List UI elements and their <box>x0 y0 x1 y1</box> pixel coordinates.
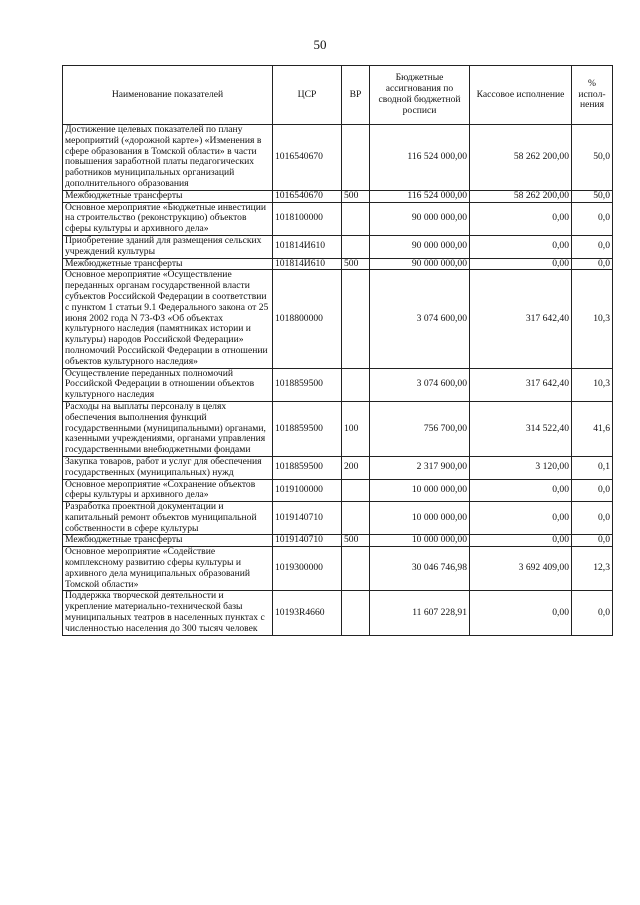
cell-csr: 1019140710 <box>273 535 342 547</box>
cell-vr: 500 <box>342 535 370 547</box>
cell-cash: 0,00 <box>470 235 572 258</box>
cell-cash: 3 692 409,00 <box>470 547 572 591</box>
cell-csr: 1018859500 <box>273 368 342 401</box>
cell-cash: 0,00 <box>470 535 572 547</box>
cell-budget: 756 700,00 <box>370 401 470 456</box>
cell-cash: 58 262 200,00 <box>470 190 572 202</box>
budget-execution-table <box>62 65 613 636</box>
cell-vr <box>342 502 370 535</box>
cell-name: Осуществление переданных полномочий Российской Федерации в отношении объектов культурного наследия <box>63 368 273 401</box>
table-row <box>63 535 613 547</box>
cell-pct: 10,3 <box>572 270 613 368</box>
cell-vr <box>342 202 370 235</box>
cell-budget: 10 000 000,00 <box>370 479 470 502</box>
table-row <box>63 202 613 235</box>
table-row <box>63 125 613 191</box>
cell-cash: 317 642,40 <box>470 368 572 401</box>
cell-pct: 41,6 <box>572 401 613 456</box>
table-row <box>63 502 613 535</box>
cell-pct: 0,0 <box>572 535 613 547</box>
table-row <box>63 547 613 591</box>
table-row <box>63 270 613 368</box>
header-budget: Бюджетные ассигнования по сводной бюджетной росписи <box>370 66 470 125</box>
table-row <box>63 401 613 456</box>
cell-pct: 0,0 <box>572 591 613 635</box>
header-pct: % испол-нения <box>572 66 613 125</box>
cell-pct: 0,0 <box>572 235 613 258</box>
cell-name: Приобретение зданий для размещения сельских учреждений культуры <box>63 235 273 258</box>
cell-csr: 1018859500 <box>273 456 342 479</box>
cell-pct: 0,0 <box>572 502 613 535</box>
cell-cash: 0,00 <box>470 502 572 535</box>
table-row <box>63 456 613 479</box>
cell-csr: 1019140710 <box>273 502 342 535</box>
cell-csr: 1019100000 <box>273 479 342 502</box>
cell-vr <box>342 125 370 191</box>
cell-pct: 0,0 <box>572 202 613 235</box>
cell-budget: 10 000 000,00 <box>370 535 470 547</box>
table-row <box>63 190 613 202</box>
header-vr: ВР <box>342 66 370 125</box>
cell-vr: 500 <box>342 190 370 202</box>
cell-csr: 1018859500 <box>273 401 342 456</box>
cell-cash: 317 642,40 <box>470 270 572 368</box>
table-header-row <box>63 66 613 125</box>
cell-cash: 0,00 <box>470 591 572 635</box>
cell-budget: 90 000 000,00 <box>370 202 470 235</box>
cell-cash: 58 262 200,00 <box>470 125 572 191</box>
cell-pct: 10,3 <box>572 368 613 401</box>
cell-name: Основное мероприятие «Бюджетные инвестиции на строительство (реконструкцию) объектов сферы культуры и архивного дела» <box>63 202 273 235</box>
cell-csr: 1016540670 <box>273 125 342 191</box>
cell-pct: 0,0 <box>572 258 613 270</box>
cell-pct: 12,3 <box>572 547 613 591</box>
cell-budget: 3 074 600,00 <box>370 270 470 368</box>
cell-cash: 0,00 <box>470 202 572 235</box>
cell-budget: 3 074 600,00 <box>370 368 470 401</box>
cell-name: Основное мероприятие «Содействие комплексному развитию сферы культуры и архивного дела муниципальных образований Томской области» <box>63 547 273 591</box>
cell-vr: 200 <box>342 456 370 479</box>
cell-cash: 0,00 <box>470 258 572 270</box>
cell-csr: 1016540670 <box>273 190 342 202</box>
cell-budget: 116 524 000,00 <box>370 125 470 191</box>
cell-cash: 3 120,00 <box>470 456 572 479</box>
cell-budget: 11 607 228,91 <box>370 591 470 635</box>
table-row <box>63 368 613 401</box>
cell-name: Закупка товаров, работ и услуг для обеспечения государственных (муниципальных) нужд <box>63 456 273 479</box>
cell-name: Межбюджетные трансферты <box>63 258 273 270</box>
table-body <box>63 125 613 636</box>
cell-name: Достижение целевых показателей по плану мероприятий («дорожной карте») «Изменения в сфере образования в Томской области» в части повышения заработной платы педагогических работников муниципальных организаций дополнительного образования <box>63 125 273 191</box>
cell-vr <box>342 547 370 591</box>
table-row <box>63 258 613 270</box>
cell-pct: 50,0 <box>572 190 613 202</box>
cell-pct: 0,1 <box>572 456 613 479</box>
cell-csr: 101814И610 <box>273 258 342 270</box>
cell-csr: 1019300000 <box>273 547 342 591</box>
cell-budget: 2 317 900,00 <box>370 456 470 479</box>
cell-budget: 90 000 000,00 <box>370 258 470 270</box>
cell-name: Межбюджетные трансферты <box>63 190 273 202</box>
cell-name: Межбюджетные трансферты <box>63 535 273 547</box>
cell-csr: 10193R4660 <box>273 591 342 635</box>
cell-vr <box>342 270 370 368</box>
cell-vr <box>342 479 370 502</box>
cell-vr <box>342 591 370 635</box>
cell-budget: 10 000 000,00 <box>370 502 470 535</box>
cell-name: Разработка проектной документации и капитальный ремонт объектов муниципальной собственности в сфере культуры <box>63 502 273 535</box>
cell-budget: 90 000 000,00 <box>370 235 470 258</box>
cell-vr: 100 <box>342 401 370 456</box>
cell-cash: 0,00 <box>470 479 572 502</box>
page-number: 50 <box>313 37 327 52</box>
cell-name: Поддержка творческой деятельности и укрепление материально-технической базы муниципальных театров в населенных пунктах с численностью населения до 300 тысяч человек <box>63 591 273 635</box>
table-row <box>63 235 613 258</box>
cell-name: Основное мероприятие «Сохранение объектов сферы культуры и архивного дела» <box>63 479 273 502</box>
table-row <box>63 479 613 502</box>
cell-csr: 101814И610 <box>273 235 342 258</box>
header-cash: Кассовое исполнение <box>470 66 572 125</box>
cell-csr: 1018800000 <box>273 270 342 368</box>
table-row <box>63 591 613 635</box>
cell-budget: 116 524 000,00 <box>370 190 470 202</box>
header-csr: ЦСР <box>273 66 342 125</box>
cell-name: Расходы на выплаты персоналу в целях обеспечения выполнения функций государственными (муниципальными) органами, казенными учреждениями, органами управления государственными внебюджетными фондами <box>63 401 273 456</box>
cell-pct: 50,0 <box>572 125 613 191</box>
cell-vr <box>342 235 370 258</box>
cell-vr: 500 <box>342 258 370 270</box>
cell-pct: 0,0 <box>572 479 613 502</box>
cell-csr: 1018100000 <box>273 202 342 235</box>
cell-vr <box>342 368 370 401</box>
cell-budget: 30 046 746,98 <box>370 547 470 591</box>
header-name: Наименование показателей <box>63 66 273 125</box>
cell-name: Основное мероприятие «Осуществление переданных органам государственной власти субъектов Российской Федерации в соответствии с пунктом 1 статьи 9.1 Федерального закона от 25 июня 2002 года N 73-ФЗ «Об объектах культурного наследия (памятниках истории и культуры) народов Российской Федерации» полномочий Российской Федерации в отношении объектов культурного наследия» <box>63 270 273 368</box>
cell-cash: 314 522,40 <box>470 401 572 456</box>
